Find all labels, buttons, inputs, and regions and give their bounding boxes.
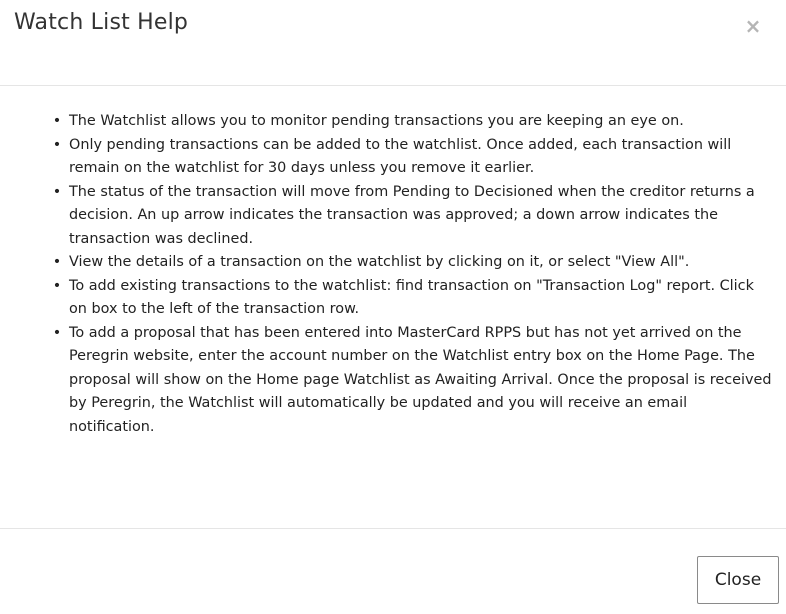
help-item-5 bbox=[52, 275, 776, 322]
bullet-icon: • bbox=[52, 113, 62, 129]
dialog-footer bbox=[0, 529, 786, 614]
help-item-2 bbox=[52, 134, 776, 181]
close-button[interactable]: Close bbox=[697, 556, 779, 604]
help-item-text: The Watchlist allows you to monitor pending transactions you are keeping an eye on. bbox=[69, 113, 684, 129]
help-item-1 bbox=[52, 110, 776, 134]
bullet-icon: • bbox=[52, 277, 62, 294]
bullet-icon: • bbox=[52, 254, 62, 270]
help-item-text: View the details of a transaction on the watchlist by clicking on it, or select "View All". bbox=[69, 254, 690, 270]
help-item-text: The status of the transaction will move from Pending to Decisioned when the creditor returns a decision. An up arrow indicates the transaction was approved; a down arrow indicates the transaction was declined. bbox=[69, 183, 755, 247]
dialog-body bbox=[0, 86, 786, 529]
bullet-icon: • bbox=[52, 183, 62, 200]
help-item-3 bbox=[52, 181, 776, 252]
close-icon[interactable]: × bbox=[742, 14, 764, 38]
dialog-title: Watch List Help bbox=[14, 10, 189, 35]
help-item-text: To add a proposal that has been entered into MasterCard RPPS but has not yet arrived on the Peregrin website, enter the account number on the Watchlist entry box on the Home Page. The proposal will show on the Home page Watchlist as Awaiting Arrival. Once the proposal is received by Peregrin, the Watchlist will automatically be updated and you will receive an email notification. bbox=[69, 324, 772, 435]
help-item-4 bbox=[52, 251, 776, 275]
bullet-icon: • bbox=[52, 136, 62, 153]
bullet-icon: • bbox=[52, 324, 62, 341]
help-item-text: Only pending transactions can be added to the watchlist. Once added, each transaction will remain on the watchlist for 30 days unless you remove it earlier. bbox=[69, 136, 732, 176]
help-item-text: To add existing transactions to the watchlist: find transaction on "Transaction Log" report. Click on box to the left of the transaction row. bbox=[69, 277, 754, 317]
help-list bbox=[0, 86, 776, 439]
dialog-header bbox=[0, 0, 786, 86]
help-item-6 bbox=[52, 322, 776, 440]
